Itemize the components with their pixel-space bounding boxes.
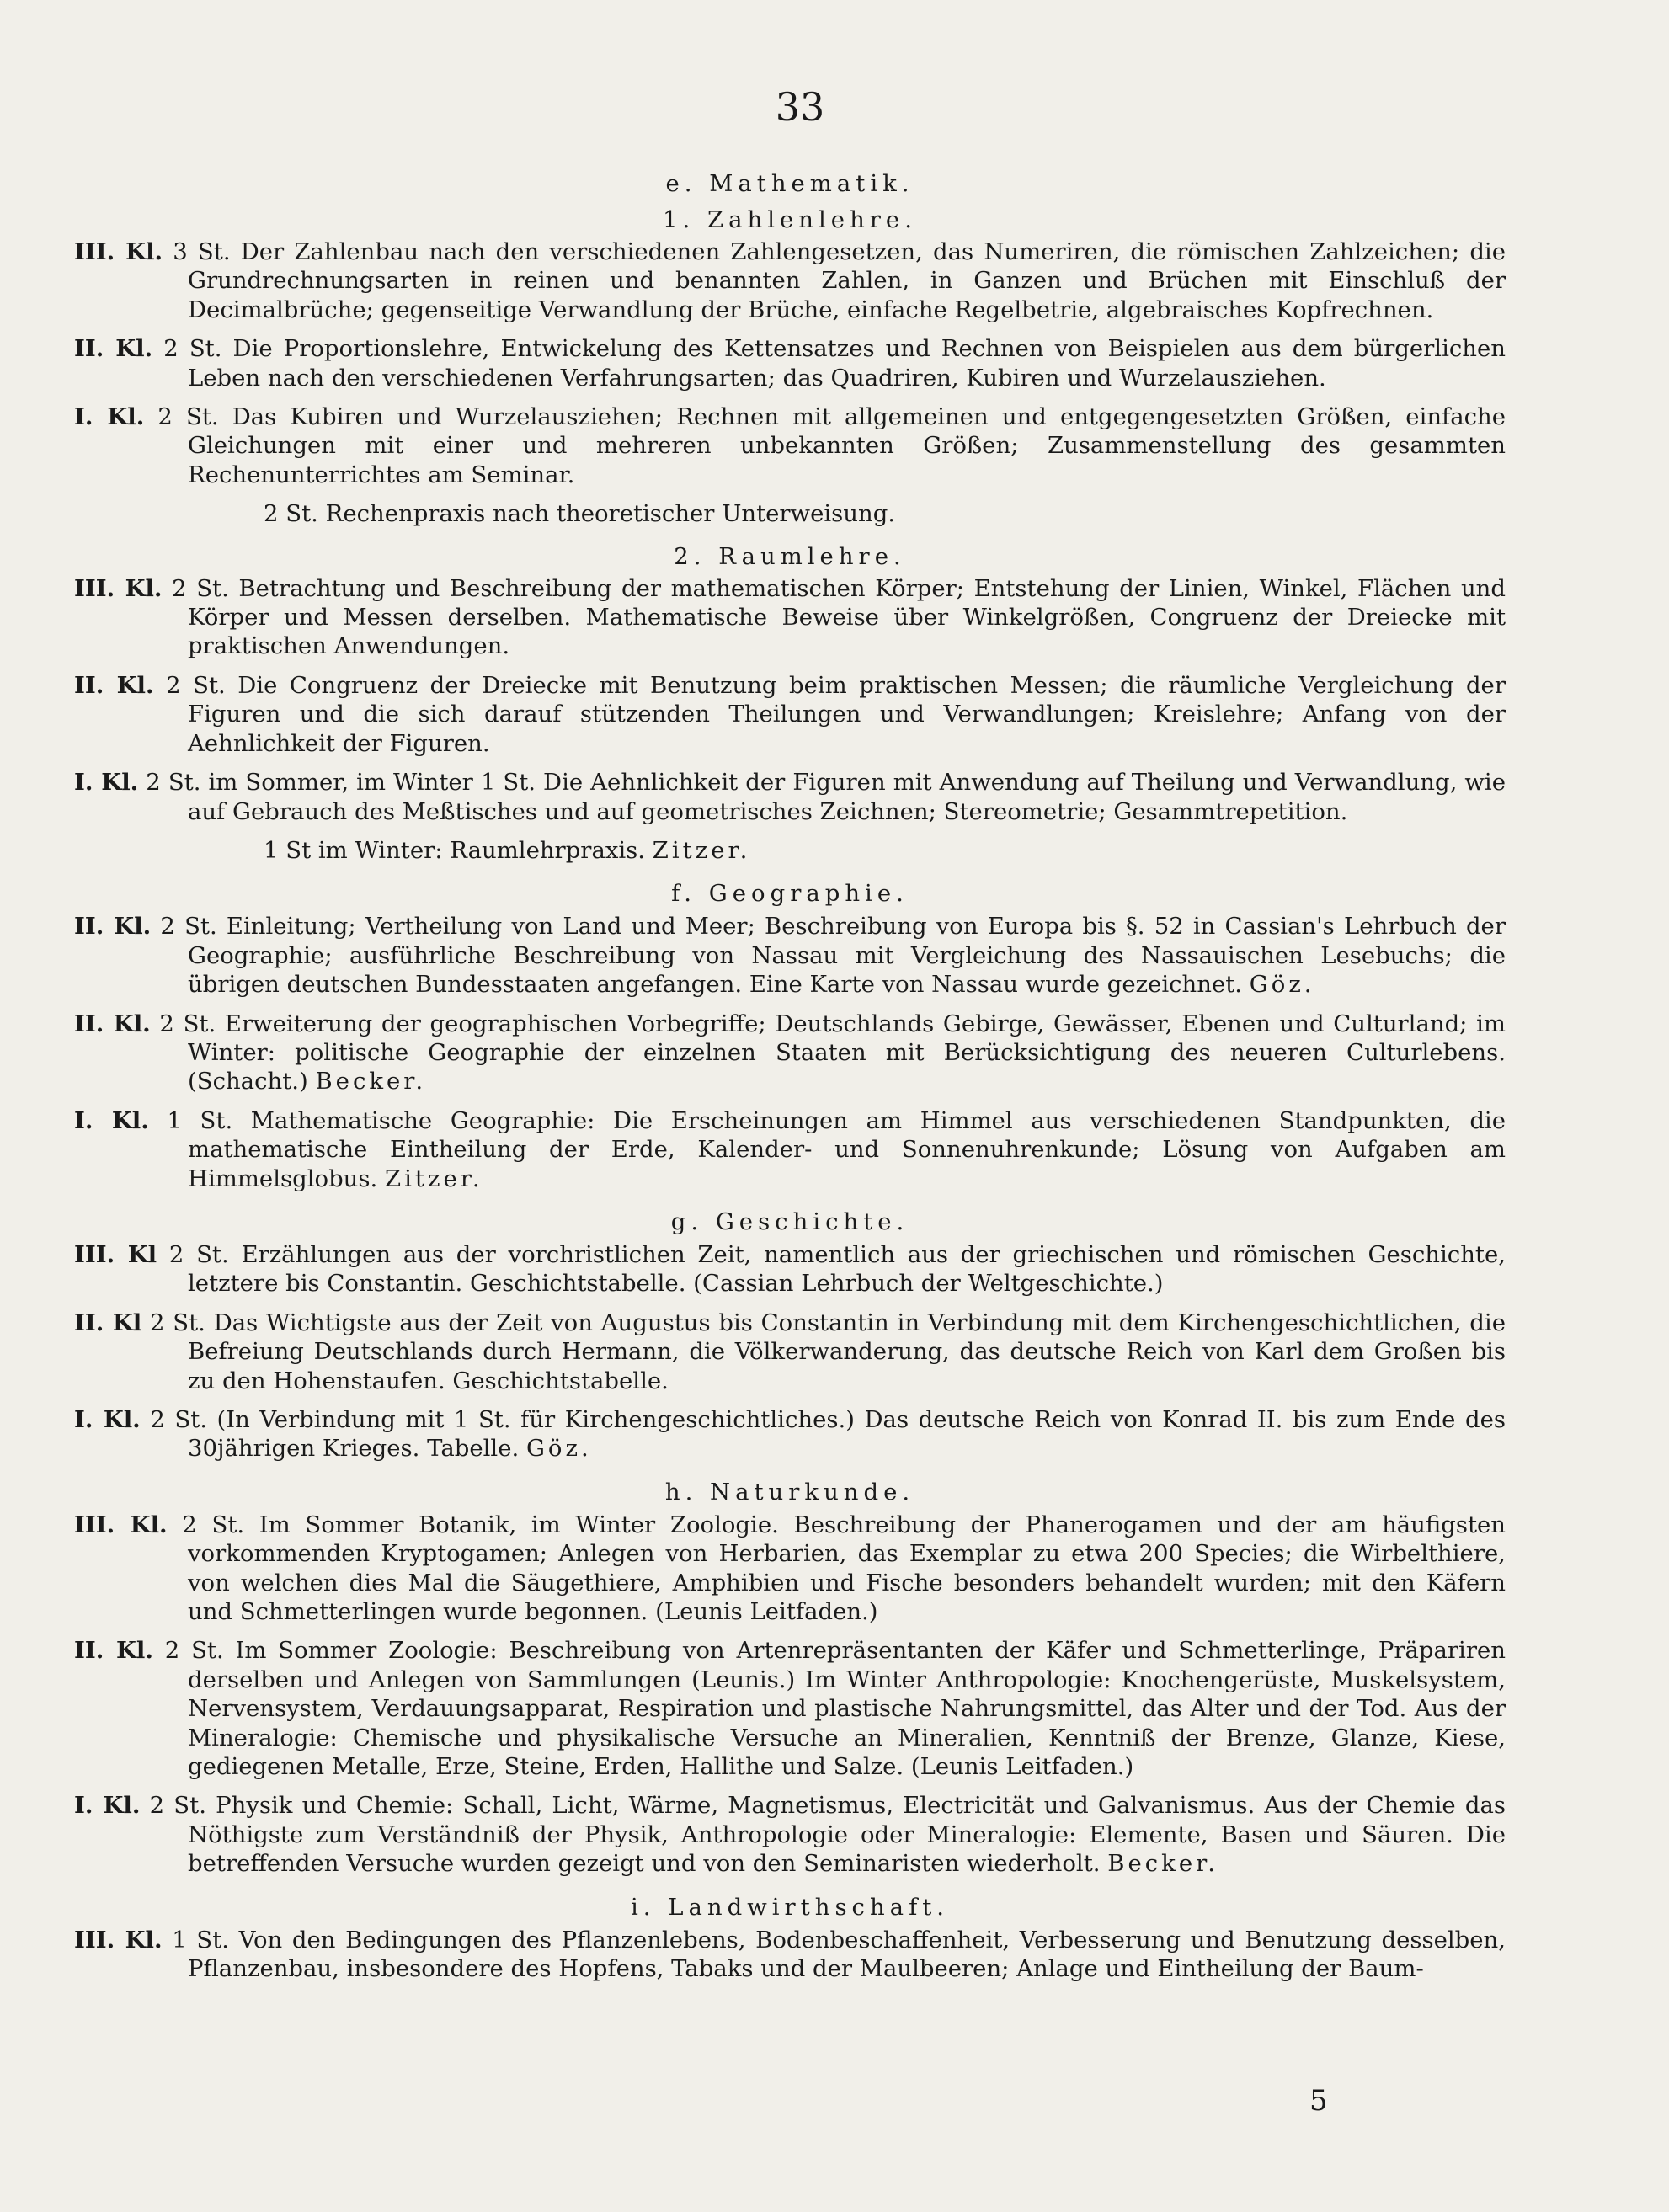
entry-text: 2 St. Im Sommer Zoologie: Beschreibung von Artenrepräsentanten der Käfer und Schmetterlinge, Präpariren derselben und Anlegen von Sammlungen (Leunis.) Im Winter Anthropologie: Knochengerüste, Muskelsystem, Nervensystem, Verdauungsapparat, Respiration und plastische Nahrungsmittel, das Alter und der Tod. Aus der Mineralogie: Chemische und physikalische Versuche an Mineralien, Kenntniß der Brenze, Glanze, Kiese, gediegenen Metalle, Erze, Steine, Erden, Hallithe und Salze. (Leunis Leitfaden.)	[164, 1637, 1506, 1781]
course-entry	[74, 499, 1506, 528]
class-label: III. Kl.	[74, 1511, 168, 1538]
entry-text: 2 St. Das Wichtigste aus der Zeit von Augustus bis Constantin in Verbindung mit dem Kirchengeschichtlichen, die Befreiung Deutschlands durch Hermann, die Völkerwanderung, das deutsche Reich von Karl dem Großen bis zu den Hohenstaufen. Geschichtstabelle.	[150, 1309, 1506, 1394]
teacher-name: Göz.	[525, 1435, 592, 1463]
course-entry	[74, 574, 1506, 661]
class-label: I. Kl.	[74, 1792, 141, 1820]
course-entry	[74, 1511, 1506, 1627]
class-label: III. Kl.	[74, 574, 163, 602]
section-heading: h. Naturkunde.	[664, 1478, 915, 1506]
entry-text: 2 St. Einleitung; Vertheilung von Land und Meer; Beschreibung von Europa bis §. 52 in Cassian's Lehrbuch der Geographie; ausführliche Beschreibung von Nassau mit Vergleichung des Nassauischen Lesebuchs; die übrigen deutschen Bundesstaaten angefangen. Eine Karte von Nassau wurde gezeichnet.	[160, 913, 1506, 999]
course-entry	[74, 1405, 1506, 1463]
entry-text: 1 St. Von den Bedingungen des Pflanzenlebens, Bodenbeschaffenheit, Verbesserung und Benutzung desselben, Pflanzenbau, insbesondere des Hopfens, Tabaks und der Maulbeeren; Anlage und Eintheilung der Baum-	[172, 1926, 1506, 1983]
course-entry	[74, 1791, 1506, 1878]
class-label: I. Kl.	[74, 769, 139, 797]
course-entry	[74, 768, 1506, 826]
class-label: II. Kl.	[74, 913, 152, 941]
course-entry	[74, 1240, 1506, 1298]
course-entry	[74, 1106, 1506, 1193]
class-label: II. Kl.	[74, 671, 154, 699]
class-label: II. Kl.	[74, 1010, 151, 1037]
entry-text: 2 St. Erweiterung der geographischen Vorbegriffe; Deutschlands Gebirge, Gewässer, Ebenen und Culturland; im Winter: politische Geographie der einzelnen Staaten mit Berücksichtigung des neueren Culturlebens. (Schacht.)	[159, 1010, 1506, 1095]
class-label: I. Kl.	[74, 403, 145, 431]
entry-text: 1 St im Winter: Raumlehrpraxis.	[264, 836, 645, 864]
course-entry	[74, 402, 1506, 489]
course-entry	[74, 671, 1506, 758]
course-entry	[74, 1010, 1506, 1096]
entry-text: 3 St. Der Zahlenbau nach den verschiedenen Zahlengesetzen, das Numeriren, die römischen Zahlzeichen; die Grundrechnungsarten in reinen und benannten Zahlen, in Ganzen und Brüchen mit Einschluß der Decimalbrüche; gegenseitige Verwandlung der Brüche, einfache Regelbetrie, algebraisches Kopfrechnen.	[173, 238, 1506, 323]
course-entry	[74, 1926, 1506, 1984]
section-heading: g. Geschichte.	[670, 1207, 909, 1235]
entry-text: 2 St. Physik und Chemie: Schall, Licht, Wärme, Magnetismus, Electricität und Galvanismus. Aus der Chemie das Nöthigste zum Verständniß der Physik, Anthropologie oder Mineralogie: Elemente, Basen und Säuren. Die betreffenden Versuche wurden gezeigt und von den Seminaristen wiederholt.	[149, 1792, 1506, 1878]
class-label: II. Kl	[74, 1309, 142, 1336]
teacher-name: Becker.	[315, 1068, 427, 1095]
course-entry	[74, 1309, 1506, 1395]
section-heading: i. Landwirthschaft.	[630, 1893, 950, 1921]
subsection-heading: 2. Raumlehre.	[674, 542, 906, 570]
class-label: III. Kl.	[74, 1926, 163, 1953]
course-entry	[74, 237, 1506, 324]
class-label: II. Kl.	[74, 1637, 153, 1665]
page-number: 33	[775, 84, 825, 130]
entry-text: 2 St. (In Verbindung mit 1 St. für Kirchengeschichtliches.) Das deutsche Reich von Konrad II. bis zum Ende des 30jährigen Krieges. Tabelle.	[150, 1406, 1506, 1463]
section-heading: f. Geographie.	[671, 880, 909, 908]
entry-text: 2 St. im Sommer, im Winter 1 St. Die Aehnlichkeit der Figuren mit Anwendung auf Theilung und Verwandlung, wie auf Gebrauch des Meßtisches und auf geometrisches Zeichnen; Stereometrie; Gesammtrepetition.	[146, 769, 1506, 825]
entry-text: 2 St. Das Kubiren und Wurzelausziehen; Rechnen mit allgemeinen und entgegengesetzten Größen, einfache Gleichungen mit einer und mehreren unbekannten Größen; Zusammenstellung des gesammten Rechenunterrichtes am Seminar.	[157, 403, 1506, 488]
entry-text: 2 St. Betrachtung und Beschreibung der mathematischen Körper; Entstehung der Linien, Winkel, Flächen und Körper und Messen derselben. Mathematische Beweise über Winkelgrößen, Congruenz der Dreiecke mit praktischen Anwendungen.	[172, 574, 1506, 660]
class-label: I. Kl.	[74, 1406, 141, 1433]
teacher-name: Zitzer.	[385, 1165, 483, 1192]
page-body	[74, 165, 1506, 1994]
teacher-name: Göz.	[1249, 971, 1315, 999]
section-heading: e. Mathematik.	[665, 170, 914, 197]
course-entry	[74, 1636, 1506, 1781]
class-label: III. Kl.	[74, 238, 163, 265]
entry-text: 2 St. Rechenpraxis nach theoretischer Unterweisung.	[264, 500, 896, 528]
class-label: III. Kl	[74, 1240, 157, 1268]
course-entry	[74, 912, 1506, 999]
entry-text: 2 St. Im Sommer Botanik, im Winter Zoologie. Beschreibung der Phanerogamen und der am häufigsten vorkommenden Kryptogamen; Anlegen von Herbarien, das Exemplar zu etwa 200 Species; die Wirbelthiere, von welchen dies Mal die Säugethiere, Amphibien und Fische besonders behandelt wurden; mit den Käfern und Schmetterlingen wurde begonnen. (Leunis Leitfaden.)	[182, 1511, 1506, 1626]
teacher-name: Becker.	[1107, 1850, 1218, 1878]
entry-text: 2 St. Erzählungen aus der vorchristlichen Zeit, namentlich aus der griechischen und römischen Geschichte, letztere bis Constantin. Geschichtstabelle. (Cassian Lehrbuch der Weltgeschichte.)	[168, 1240, 1506, 1298]
footer-signature-number: 5	[1309, 2084, 1328, 2118]
class-label: I. Kl.	[74, 1106, 149, 1134]
course-entry	[74, 836, 1506, 865]
course-entry	[74, 334, 1506, 392]
teacher-name: Zitzer.	[652, 836, 751, 864]
class-label: II. Kl.	[74, 335, 153, 363]
entry-text: 2 St. Die Proportionslehre, Entwickelung des Kettensatzes und Rechnen von Beispielen aus dem bürgerlichen Leben nach den verschiedenen Verfahrungsarten; das Quadriren, Kubiren und Wurzelausziehen.	[163, 335, 1506, 392]
subsection-heading: 1. Zahlenlehre.	[663, 206, 917, 233]
entry-text: 1 St. Mathematische Geographie: Die Erscheinungen am Himmel aus verschiedenen Standpunkten, die mathematische Eintheilung der Erde, Kalender- und Sonnenuhrenkunde; Lösung von Aufgaben am Himmelsglobus.	[167, 1106, 1506, 1192]
entry-text: 2 St. Die Congruenz der Dreiecke mit Benutzung beim praktischen Messen; die räumliche Vergleichung der Figuren und die sich darauf stützenden Theilungen und Verwandlungen; Kreislehre; Anfang von der Aehnlichkeit der Figuren.	[166, 671, 1506, 757]
